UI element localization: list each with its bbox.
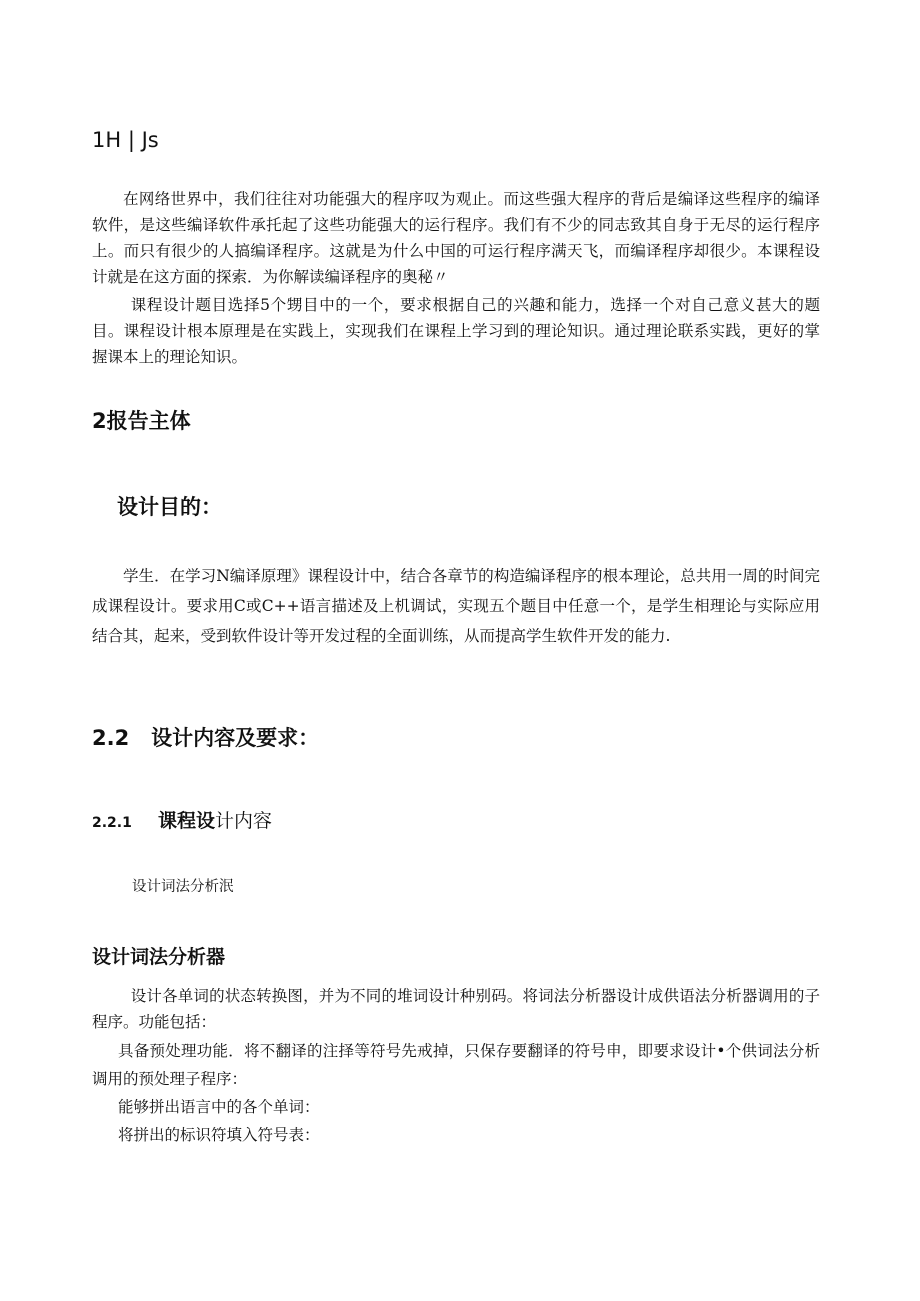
section-heading-report-body: 2报告主体: [92, 409, 191, 433]
intro-paragraph-1: 在网络世界中，我们往往对功能强大的程序叹为观止。而这些强大程序的背后是编译这些程序的编译软件，是这些编译软件承托起了这些功能强大的运行程序。我们有不少的同志致其自身于无尽的运行程序上。而只有很少的人搞编译程序。这就是为什么中国的可运行程序满天飞，而编译程序却很少。本课程设计就是在这方面的探索．为你解读编译程序的奥秘〃: [92, 190, 820, 286]
course-content-line: 设计词法分析泯: [132, 879, 234, 895]
lexer-item-3: 将拼出的标识符填入符号表：: [118, 1126, 320, 1144]
intro-paragraph-2: 课程设计题目选择5个甥目中的一个，要求根据自己的兴趣和能力，选择一个对自己意义甚大的题目。课程设计根本原理是在实践上，实现我们在课程上学习到的理论知识。通过理论联系实践，更好的掌握课本上的理论知识。: [92, 296, 820, 366]
section-heading-design-content: 2.2 设计内容及要求：: [92, 726, 320, 750]
lexer-item-2: 能够拼出语言中的各个单词：: [118, 1098, 320, 1116]
section-heading-design-goal: 设计目的：: [117, 495, 222, 519]
lexer-item-1: 具备预处理功能．将不翻译的注择等符号先戒掉，只保存要翻译的符号申，即要求设计•个供词法分析调用的预处理子程序：: [92, 1042, 820, 1088]
lexer-paragraph: 设计各单词的状态转换图，并为不同的堆词设计种别码。将词法分析器设计成供语法分析器调用的子程序。功能包括：: [92, 987, 820, 1031]
subsection-heading-course-content: [92, 808, 820, 836]
intro-text: [92, 186, 820, 370]
subsection-title-rest: 计内容: [215, 810, 273, 832]
design-goal-text: [92, 561, 820, 651]
subsection-number: 2.2.1: [92, 815, 132, 831]
subsection-title-bold: 课程设: [158, 810, 216, 832]
design-goal-paragraph: 学生．在学习N编译原理》课程设计中，结合各章节的构造编译程序的根本理论，总共用一周的时间完成课程设计。要求用C或C++语言描述及上机调试，实现五个题目中任意一个，是学生相理论与实际应用结合其，起来，受到软件设计等开发过程的全面训练，从而提高学生软件开发的能力.: [92, 567, 820, 645]
section-heading-intro: 1H | Js: [92, 128, 159, 152]
section-heading-lexer: 设计词法分析器: [92, 946, 226, 968]
lexer-text: [92, 983, 820, 1149]
